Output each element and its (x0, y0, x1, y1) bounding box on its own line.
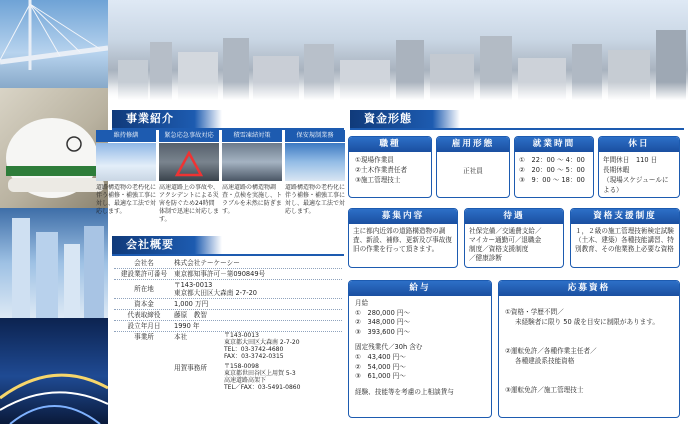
qualification-line: ②運転免許／各種作業主任者／ (505, 347, 597, 356)
employment-box (436, 136, 510, 198)
job-box-title: 職種 (349, 137, 431, 152)
benefit-line: 社保完備／交通費支給／ (469, 227, 542, 235)
company-row-value-2: 東京都大田区大森南 2-7-20 (174, 289, 257, 297)
office-head (174, 332, 342, 360)
bridge-illustration (0, 0, 108, 88)
salary-intro: 月給 (355, 299, 369, 307)
office-line: 東京都大田区大森南 2-7-20 (224, 339, 300, 346)
support-box (570, 208, 680, 268)
section-divider (350, 128, 684, 130)
qualification-box (498, 280, 680, 418)
company-row (114, 280, 342, 299)
work-card-photo (96, 143, 156, 181)
company-row-label: 所在地 (134, 285, 154, 293)
qualification-line: ①資格・学歴不問／ (505, 308, 564, 316)
office-address (224, 363, 300, 391)
company-row (114, 321, 342, 332)
highway-illustration (0, 318, 108, 424)
office-label: 本社 (174, 333, 188, 341)
holiday-box (598, 136, 680, 198)
night-highway-photo (0, 318, 108, 424)
recruit-box-text: 主に都内近郊の道路構造物の調査、新設、補修、更新及び事故復旧の作業を行って頂きます。 (353, 227, 452, 253)
employment-box-title: 雇用形態 (437, 137, 509, 152)
job-box-body (349, 152, 431, 188)
qualification-line: 未経験者に限り 50 歳を目安に制限があります。 (515, 317, 659, 326)
work-card-1 (96, 130, 156, 230)
company-row-value: 東京都知事許可－第090849号 (174, 270, 266, 278)
work-card-desc: 高速道路上の事故や、アクシデントによる災害を防ぐため24時間体制で迅速に対応します。 (159, 184, 219, 223)
office-list (174, 332, 342, 391)
bridge-photo (0, 0, 108, 88)
office-line: 〒143-0013 (224, 332, 259, 339)
company-row-value: 株式会社テーケーシー (174, 259, 240, 267)
holiday-line: 長期休暇 (603, 166, 630, 174)
company-row-label: 代表取締役 (127, 311, 161, 319)
recruit-box (348, 208, 458, 268)
company-row-value: 〒143-0013 (174, 281, 213, 289)
hours-box-title: 就業時間 (515, 137, 593, 152)
company-address (174, 281, 342, 297)
office-branch (174, 363, 342, 391)
city-skyline-photo (108, 0, 688, 100)
qualification-box-title: 応募資格 (499, 281, 679, 296)
office-line: TEL：03-3742-4680 (224, 346, 284, 353)
section-title-work: 事業紹介 (112, 110, 222, 128)
salary-line: ② 348,000 円～ (355, 318, 411, 327)
benefit-line: 制度／資格支援制度 (469, 245, 529, 253)
fixed-line: ① 43,400 円～ (355, 352, 406, 361)
benefit-box-body (465, 224, 563, 266)
qualification-line: 各種建設系技能資格 (515, 356, 575, 365)
left-photo-strip (0, 0, 108, 424)
job-box (348, 136, 432, 198)
office-line: 〒158-0098 (224, 363, 259, 370)
office-line: 東京都世田谷区上用賀 5-3 (224, 370, 296, 377)
work-card-2 (159, 130, 219, 230)
company-row-label: 設立年月日 (127, 322, 161, 330)
section-title-qualification-form: 資金形態 (350, 110, 460, 128)
company-row-label: 事業所 (134, 333, 154, 341)
hours-line: ① 22：00 ～ 4：00 (519, 156, 585, 164)
office-label: 用賀事務所 (174, 364, 207, 372)
work-card-desc: 道路構造物の老朽化に伴う補修・補強工事に対し、最適な工法で対応します。 (285, 184, 345, 215)
work-card-title: 緊急応急事故対応 (159, 130, 219, 142)
holiday-box-body (599, 152, 679, 198)
work-card-title: 保安規制業務 (285, 130, 345, 142)
support-box-title: 資格支援制度 (571, 209, 679, 224)
hours-box (514, 136, 594, 198)
work-card-3 (222, 130, 282, 230)
work-card-title: 積雪凍結対策 (222, 130, 282, 142)
salary-line: ① 280,000 円～ (355, 308, 411, 317)
company-row-label: 資本金 (134, 300, 154, 308)
fixed-line: ② 54,000 円～ (355, 362, 406, 371)
company-row (114, 310, 342, 321)
support-box-text: １，２級の施工管理技術検定試験（土木、建築）各種技能講習、特別教育、その他業務上必要な資格 (575, 227, 674, 253)
job-line: ③施工管理技士 (355, 176, 401, 184)
work-card-desc: 道路構造物の老朽化に伴う補修・補強工事に対し、最適な工法で対応します。 (96, 184, 156, 215)
benefit-line: ／健康診断 (469, 254, 502, 262)
holiday-box-title: 休日 (599, 137, 679, 152)
company-row-label: 会社名 (134, 259, 154, 267)
fixed-line: ③ 61,000 円～ (355, 372, 406, 381)
benefit-line: マイカー通勤可／退職金 (469, 236, 542, 244)
work-card-photo (159, 143, 219, 181)
company-row-value: 1,000 万円 (174, 300, 209, 308)
qualification-box-body (499, 296, 679, 399)
towers-illustration (0, 208, 108, 318)
helmet-illustration (0, 88, 108, 208)
work-card-4 (285, 130, 345, 230)
hours-line: ② 20：00 ～ 5：00 (519, 166, 585, 174)
work-card-desc: 高速道路の構造物調査・点検を実施し、トラブルを未然に防ぎます。 (222, 184, 282, 215)
job-line: ②土木作業責任者 (355, 166, 408, 174)
salary-note: 経験、技能等を考慮の上相談賃与 (355, 387, 454, 396)
work-card-title: 維持修繕 (96, 130, 156, 142)
job-line: ①現場作業員 (355, 156, 394, 164)
section-title-company: 会社概要 (112, 236, 222, 254)
recruit-box-title: 募集内容 (349, 209, 457, 224)
office-address (224, 332, 300, 360)
holiday-line: 年間休日 110 日 (603, 156, 658, 164)
warning-triangle-icon (159, 143, 219, 181)
company-row-value: 1990 年 (174, 322, 200, 330)
section-divider (112, 254, 344, 256)
benefit-box (464, 208, 564, 268)
work-card-photo (222, 143, 282, 181)
office-line: TEL／FAX：03-5491-0860 (224, 384, 301, 391)
company-row-label: 建設業許可番号 (120, 270, 168, 278)
holiday-line: （現場スケジュールによる） (603, 176, 669, 194)
salary-box (348, 280, 492, 418)
tower-photo (0, 208, 108, 318)
salary-box-body (349, 296, 491, 400)
office-line: FAX：03-3742-0315 (224, 353, 284, 360)
salary-box-title: 給与 (349, 281, 491, 296)
company-row-value: 藤原 教智 (174, 311, 207, 319)
fixed-overtime-intro: 固定残業代／30h 含む (355, 343, 423, 352)
qualification-line: ③運転免許／施工管理技士 (505, 386, 584, 395)
company-row (114, 299, 342, 310)
employment-box-value: 正社員 (463, 167, 483, 175)
company-row (114, 269, 342, 280)
hours-line: ③ 9：00 ～ 18：00 (519, 176, 585, 184)
hours-box-body (515, 152, 593, 188)
company-row (114, 258, 342, 269)
work-card-photo (285, 143, 345, 181)
company-offices (114, 332, 342, 391)
company-table (114, 258, 342, 391)
office-line: 高速道路高架下 (224, 377, 267, 384)
helmet-photo (0, 88, 108, 208)
benefit-box-title: 待遇 (465, 209, 563, 224)
salary-line: ③ 393,600 円～ (355, 327, 411, 336)
